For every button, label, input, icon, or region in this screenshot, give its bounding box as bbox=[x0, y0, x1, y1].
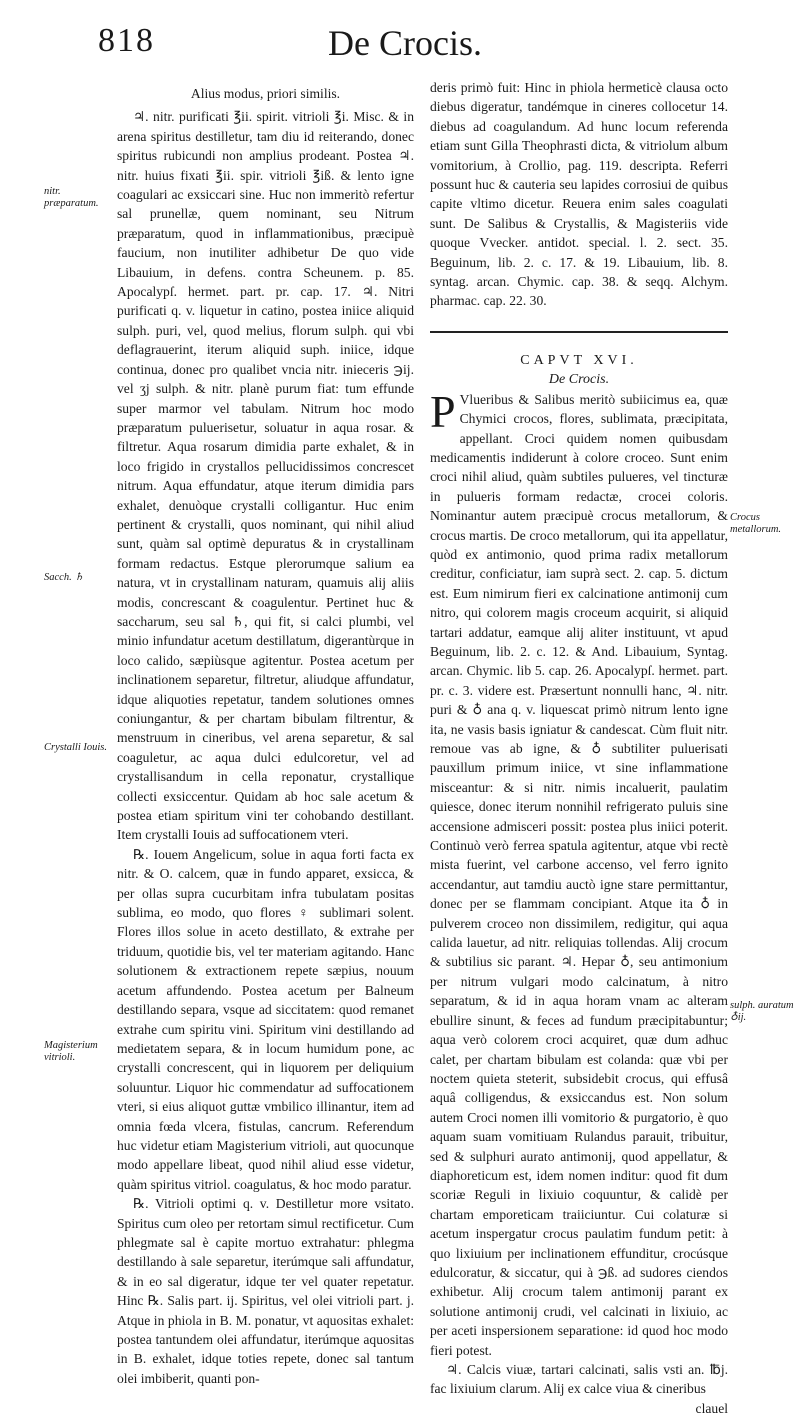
chapter-subtitle: De Crocis. bbox=[548, 372, 610, 388]
catchword: clauel bbox=[695, 1400, 728, 1416]
running-head: De Crocis. bbox=[328, 23, 482, 63]
margin-note-sulph-auratum: sulph. auratum ♁ij. bbox=[730, 1000, 794, 1023]
section-heading: Alius modus, priori similis. bbox=[190, 86, 341, 101]
paragraph: deris primò fuit: Hinc in phiola hermeticè clausa octo diebus digeratur, tandémque in cineres collocetur 14. diebus ad coagulandum. Ad hunc locum referenda etiam sunt Gilla Theophrasti dicta, & vitriolum album vomitorium, à Crollio, pag. 119. descripta. Referri possunt huc & cauteria seu lapides corrosiui de quibus capite vltimo dicetur. Reuera enim sales coagulati sunt. De Salibus & Crystallis, & Magisteriis vide quoque Vvecker. antidot. special. l. 2. sect. 35. Beguinum, lib. 2. c. 17. & 19. Libauium, lib. 8. syntag. arcan. Chymic. cap. 38. & seqq. Alchym. pharmac. cap. 22. 30. bbox=[430, 80, 728, 309]
left-column bbox=[117, 78, 414, 1388]
chapter-opening-paragraph bbox=[430, 385, 728, 1360]
section-divider bbox=[430, 331, 728, 333]
paragraph: ♃. Calcis viuæ, tartari calcinati, salis vsti an. ℔j. fac lixiuium clarum. Alij ex calce viua & cineribus bbox=[430, 1362, 728, 1397]
paragraph: ♃. nitr. purificati ℥ii. spirit. vitrioli ℥i. Misc. & in arena spiritus destilletur, tam diu id reiterando, donec spiritus rubicundi non amplius prodeant. Postea ♃. nitr. huius fixati ℥ii. spir. vitrioli ℥iß. & lento igne coagulari ac exsiccari sine. Huc non immeritò refertur sal prunellæ, quem nominant, seu Nitrum præparatum, quod in inflammationibus, præcipuè faucium, non inutiliter adhibetur De quo vide Libauium, in defens. contra Scheunem. p. 85. Apocalypſ. hermet. part. pr. cap. 17. ♃. Nitri purificati q. v. liquetur in catino, postea iniice aliquid sulph. puri, vel, quod melius, florum sulph. qui vbi deflagrauerint, iterum aliquid suph. iniice, idque continua, donec pro qualibet vncia nitr. inieceris ℈ij. vel ʒj sulph. & nitr. planè purum fiat: tum effunde super marmor vel tabulam. Nitrum hoc modo præparatum puluerisetur, soluatur in aqua rosar. & filtretur. Aqua rosarum dimidia parte exhalet, & in loco frigido in crystallos pellucidissimos concrescet nitrum. Aqua effundatur, atque iterum dimidia pars exhalet, denuòque crystalli colligantur. Huc enim pertinent & crystalli, quos nominant, qui nihil aliud sunt, quàm sal optimè depuratus & in crystallinam formam redactus. Estque plerorumque salium ea natura, vt in crystallinam naturam, quamuis alij aliis modis, concrescant & coagulentur. Pertinet huc & saccharum, seu sal ♄, qui fit, si calci plumbi, vel minio infundatur acetum destillatum, digerantùrque in loco calido, sæpiùsque agitentur. Postea acetum per inclinationem separetur, filtretur, aliudque affundatur, idque aliquoties repetatur, tandem solutiones omnes coniungantur, & per chartam bibulam filtrentur, & menstruum in cineribus, vel arena separetur, & sal coaguletur, ac aqua dulci edulcoretur, vel ad crystallisandum in cella reponatur, crystallique collecti exsiccentur. Quidam ab hoc sale acetum & postea etiam spiritum vini ter cohobando destillant. Item crystalli Iouis ad suffocationem vteri. bbox=[117, 109, 414, 843]
chapter-title: CAPVT XVI. bbox=[520, 352, 638, 368]
margin-note-crocus-metallorum: Crocus metallorum. bbox=[730, 512, 782, 535]
drop-cap: P bbox=[430, 385, 456, 437]
page-number: 818 bbox=[98, 22, 155, 59]
paragraph: ℞. Vitrioli optimi q. v. Destilletur more vsitato. Spiritus cum oleo per retortam simul rectificetur. Cum phlegmate sal è capite mortuo extrahatur: phlegma destillando à sale separetur, iterúmque sali affundatur, & in eo sal digeratur, idque ter vel quater repetatur. Hinc ℞. Salis part. ij. Spiritus, vel olei vitrioli part. j. Atque in phiola in B. M. ponatur, vt aquositas exhalet: postea tantundem olei affundatur, iterúmque aquositas in B. exhalet, idque toties repete, donec sal tantum olei imbiberit, quanti pon- bbox=[117, 1196, 414, 1386]
margin-note-magisterium-vitrioli: Magisterium vitrioli. bbox=[44, 1040, 98, 1063]
right-column bbox=[430, 78, 728, 1418]
paragraph-text: Vlueribus & Salibus meritò subiicimus ea, quæ Chymici crocos, flores, sublimata, præcipitata, appellant. Croci quidem nomen quibusdam medicamentis indiderunt à colore croceo. Sunt enim croci nihil aliud, quàm subtiles pulueres, vel tincturæ in pulueris formam redactæ, crocei coloris. Nominantur autem præcipuè crocus metallorum, & crocus martis. De croco metallorum, qui ita appellatur, quòd ex antimonio, quod prima radix metallorum creditur, conficiatur, iam suprà sect. 2. cap. 5. dictum est. Eum nimirum fieri ex calcinatione antimonij cum nitro, qui colorem magis croceum acquirit, si aliquid tartari addatur, eamque alij aliter instituunt, vt apud Beguinum, lib. 2. c. 12. & And. Libauium, Syntag. arcan. Chymic. lib 5. cap. 26. Apocalypſ. hermet. part. pr. c. 3. videre est. Præsertunt nonnulli hanc, ♃. nitr. puri & ♁ ana q. v. liquescat primò nitrum lento igne ita, ne vasis basis igniatur & candescat. Cùm fluit nitr. remoue vas ab igne, & ♁ subtiliter puluerisati pauxillum primum iniice, vt sine inflammatione misceantur: & si nitr. nimis incaluerit, paulatim quiesce, donec iterum nonnihil refrigerato puluis sine accensione admisceri possit: postea plus iniici poterit. Continuò verò ferrea spatula agitentur, atque vbi rectè mista fuerint, vel carbone accenso, vel ferro ignito accendantur, aut tamdiu auctò igne stare permittantur, donec per se flammam concipiant. Atque ita ♁ in pulverem croceo non dissimilem, redigitur, qui aqua calida lauetur, ad nitr. reliquias tollendas. Alij crocum & subtilius sic parant. ♃. Hepar ♁, seu antimonium per nitrum vulgari modo calcinatum, à nitro separatum, & id in aqua horam vnam ac alteram ebullire sinunt, & feces ad fundum præcipitabuntur; aqua verò colorem croci acquiret, quæ dum adhuc calet, per chartam bibulam est colanda: quæ vbi per noctem quieta steterit, subsidebit crocus, qui effusâ aquâ colligendus, & exsiccandus est. Non solum autem Croci nomen illi vomitorio & purgatorio, è quo aquam suam vomitiuam Rulandus parauit, tribuitur, sed & sulphuri aurato antimonij, quod appellatur, & diaphoreticum est, idem nomen inditur: quod fit dum scoriæ Reguli in lixiuio coquuntur, & calidè per chartam emporeticam traiiciuntur. Cui colaturæ si acetum inspergatur crocus paulatim fundum petit: à quo lixiuium per inclinationem effunditur, crocúsque edulcoratur, & siccatur, qui à ℈ß. ad sudores ciendos exhibetur. Alij crocum talem antimonij parant ex solutione antimonij crudi, vel calcinati in lixiuio, ac per aceti inspersionem separatione: id quod hoc modo fieri potest. bbox=[430, 391, 728, 1358]
margin-note-sacch-saturni: Sacch. ♄ bbox=[44, 572, 84, 583]
margin-note-nitr-praeparatum: nitr. præparatum. bbox=[44, 186, 99, 209]
margin-note-crystalli-iouis: Crystalli Iouis. bbox=[44, 742, 108, 753]
paragraph: ℞. Iouem Angelicum, solue in aqua forti facta ex nitr. & O. calcem, quæ in fundo apparet, exsicca, & per ollas supra cucurbitam infra tubulatam positas sublima, eo modo, quo flores ♀ sublimari solent. Flores illos solue in aceto destillato, & extrahe per triduum, quotidie bis, vel ter materiam agitando. Hanc solutionem & extractionem repete sæpius, nouum acetum affundendo. Postea acetum per Balneum destillando separa, vsque ad siccitatem: quod remanet extrahe cum spiritu vini. Spiritum vini destillando ad medietatem separa, & in locum humidum pone, ac crystalli concrescent, qui in liquorem per deliquium soluuntur. Liquor hic commendatur ad suffocationem vteri, si eius aliquot guttæ vmbilico illinantur, item ad omnia fœda vlcera, fistulas, cancrum. Referendum huc videtur etiam Magisterium vitrioli, aut quocunque modo appellare libeat, quod nihil aliud esse videtur, quàm spiritus vitriol. coagulatus, & hoc modo paratur. bbox=[117, 846, 414, 1192]
